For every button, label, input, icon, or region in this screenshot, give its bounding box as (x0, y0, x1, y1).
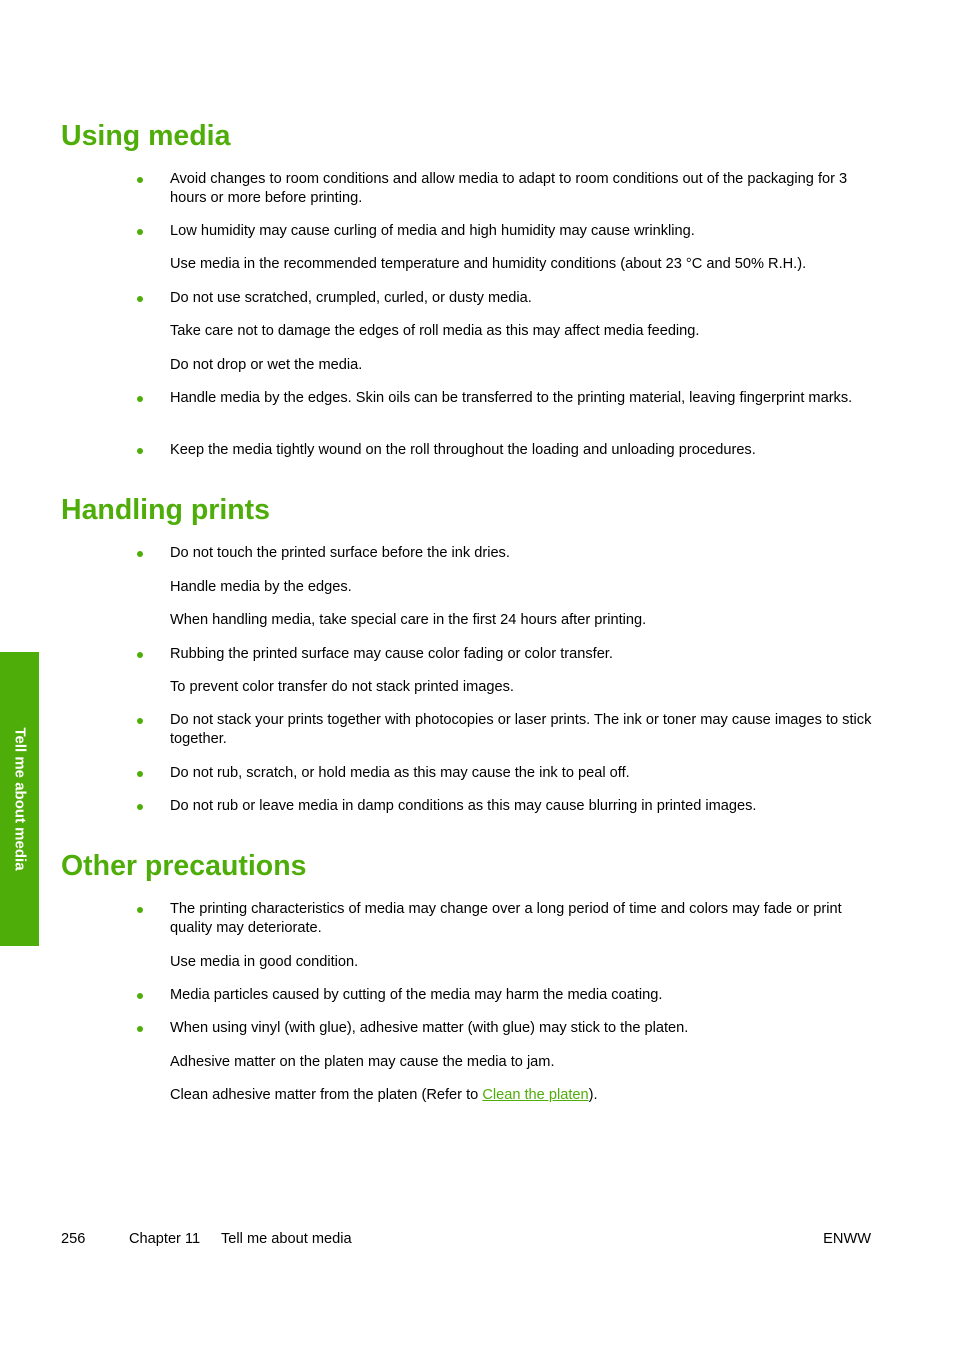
item-text: Low humidity may cause curling of media and high humidity may cause wrinkling. (170, 223, 695, 239)
note-text: Use media in good condition. (170, 954, 359, 970)
footer-locale: ENWW (823, 1231, 871, 1247)
bullet-icon (137, 396, 143, 402)
list-item (61, 711, 873, 749)
list-item (61, 764, 873, 783)
clean-the-platen-link[interactable]: Clean the platen (482, 1087, 589, 1103)
item-text: Do not rub, scratch, or hold media as this may cause the ink to peal off. (170, 765, 630, 781)
list-item (61, 544, 873, 563)
bullet-icon (137, 718, 143, 724)
note-text: When handling media, take special care in the first 24 hours after printing. (170, 612, 647, 628)
note-text: Take care not to damage the edges of roll media as this may affect media feeding. (170, 323, 700, 339)
section-heading: Using media (61, 120, 231, 152)
item-text: Handle media by the edges. Skin oils can be transferred to the printing material, leaving fingerprint marks. (170, 390, 853, 406)
list-item (61, 289, 873, 308)
list-item (61, 797, 873, 816)
side-tab (0, 652, 39, 946)
note-text: Handle media by the edges. (170, 579, 352, 595)
note-text-after: ). (588, 1087, 598, 1103)
bullet-icon (137, 229, 143, 235)
item-note (61, 611, 873, 630)
item-text: Do not touch the printed surface before the ink dries. (170, 545, 510, 561)
item-note (61, 578, 873, 597)
note-text: Do not drop or wet the media. (170, 357, 363, 373)
item-text: The printing characteristics of media may change over a long period of time and colors may fade or print quality may deteriorate. (170, 901, 842, 936)
list-item (61, 441, 873, 460)
bullet-icon (137, 296, 143, 302)
item-note (61, 1053, 873, 1072)
bullet-icon (137, 177, 143, 183)
item-text: Avoid changes to room conditions and allow media to adapt to room conditions out of the packaging for 3 hours or more before printing. (170, 171, 848, 206)
item-text: Keep the media tightly wound on the roll throughout the loading and unloading procedures. (170, 442, 756, 458)
note-text-before: Clean adhesive matter from the platen (Refer to (170, 1087, 483, 1103)
section-heading: Handling prints (61, 494, 270, 526)
note-text-with-link (170, 1086, 873, 1105)
item-text: Media particles caused by cutting of the media may harm the media coating. (170, 987, 663, 1003)
list-item (61, 986, 873, 1005)
item-text: Do not stack your prints together with photocopies or laser prints. The ink or toner may cause images to stick together. (170, 712, 872, 747)
footer-page-number: 256 (61, 1231, 86, 1247)
bullet-icon (137, 551, 143, 557)
bullet-icon (137, 1026, 143, 1032)
item-text: Rubbing the printed surface may cause color fading or color transfer. (170, 646, 613, 662)
item-text: Do not rub or leave media in damp conditions as this may cause blurring in printed images. (170, 798, 757, 814)
footer-chapter: Chapter 11 (129, 1231, 201, 1247)
footer-chapter-title: Tell me about media (221, 1231, 352, 1247)
item-note (61, 1086, 873, 1105)
note-text: Adhesive matter on the platen may cause the media to jam. (170, 1054, 555, 1070)
section-using-media (61, 118, 873, 458)
note-text: Use media in the recommended temperature and humidity conditions (about 23 °C and 50% R.H.). (170, 256, 807, 272)
list-item (61, 900, 873, 938)
item-text: When using vinyl (with glue), adhesive matter (with glue) may stick to the platen. (170, 1020, 689, 1036)
note-text: To prevent color transfer do not stack printed images. (170, 679, 514, 695)
section-handling-prints (61, 492, 873, 814)
item-note (61, 678, 873, 697)
item-note (61, 953, 873, 972)
list-item (61, 389, 873, 408)
bullet-icon (137, 993, 143, 999)
bullet-icon (137, 907, 143, 913)
section-heading: Other precautions (61, 850, 307, 882)
bullet-icon (137, 804, 143, 810)
list-item (61, 222, 873, 241)
bullet-icon (137, 448, 143, 454)
item-note (61, 255, 873, 274)
list-item (61, 645, 873, 664)
list-item (61, 170, 873, 208)
item-text: Do not use scratched, crumpled, curled, or dusty media. (170, 290, 532, 306)
bullet-icon (137, 652, 143, 658)
list-item (61, 1019, 873, 1038)
bullet-icon (137, 771, 143, 777)
item-note (61, 322, 873, 341)
item-note (61, 356, 873, 375)
side-tab-label: Tell me about media (11, 727, 28, 871)
section-other-precautions (61, 848, 873, 1103)
